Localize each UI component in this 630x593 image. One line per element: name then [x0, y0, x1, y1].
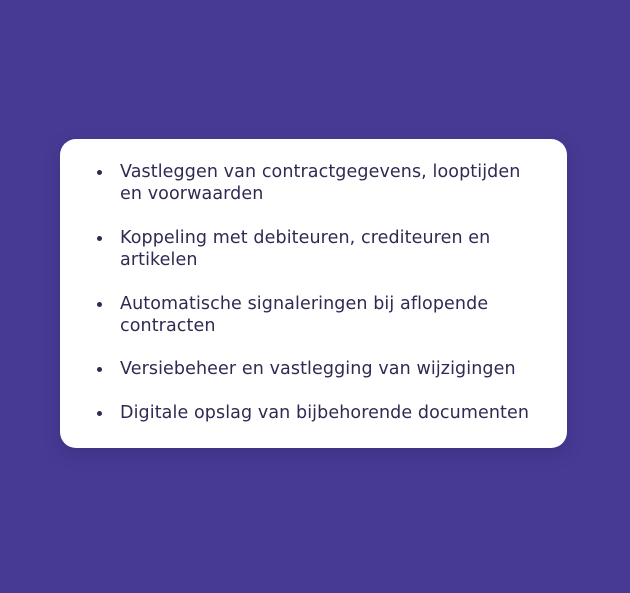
list-item — [90, 358, 537, 380]
list-item — [90, 227, 537, 272]
bullet-icon — [97, 367, 102, 372]
feature-list — [90, 161, 537, 424]
list-item-label: Vastleggen van contractgegevens, looptijden en voorwaarden — [120, 162, 521, 205]
bullet-icon — [97, 411, 102, 416]
feature-card — [60, 139, 567, 448]
list-item — [90, 402, 537, 424]
list-item — [90, 293, 537, 338]
list-item-label: Digitale opslag van bijbehorende documenten — [120, 402, 530, 423]
bullet-icon — [97, 236, 102, 241]
list-item-label: Versiebeheer en vastlegging van wijzigingen — [120, 359, 516, 380]
list-item-label: Koppeling met debiteuren, crediteuren en artikelen — [120, 227, 491, 271]
list-item — [90, 161, 537, 206]
bullet-icon — [97, 302, 102, 307]
bullet-icon — [97, 170, 102, 175]
list-item-label: Automatische signaleringen bij aflopende contracten — [120, 293, 489, 336]
